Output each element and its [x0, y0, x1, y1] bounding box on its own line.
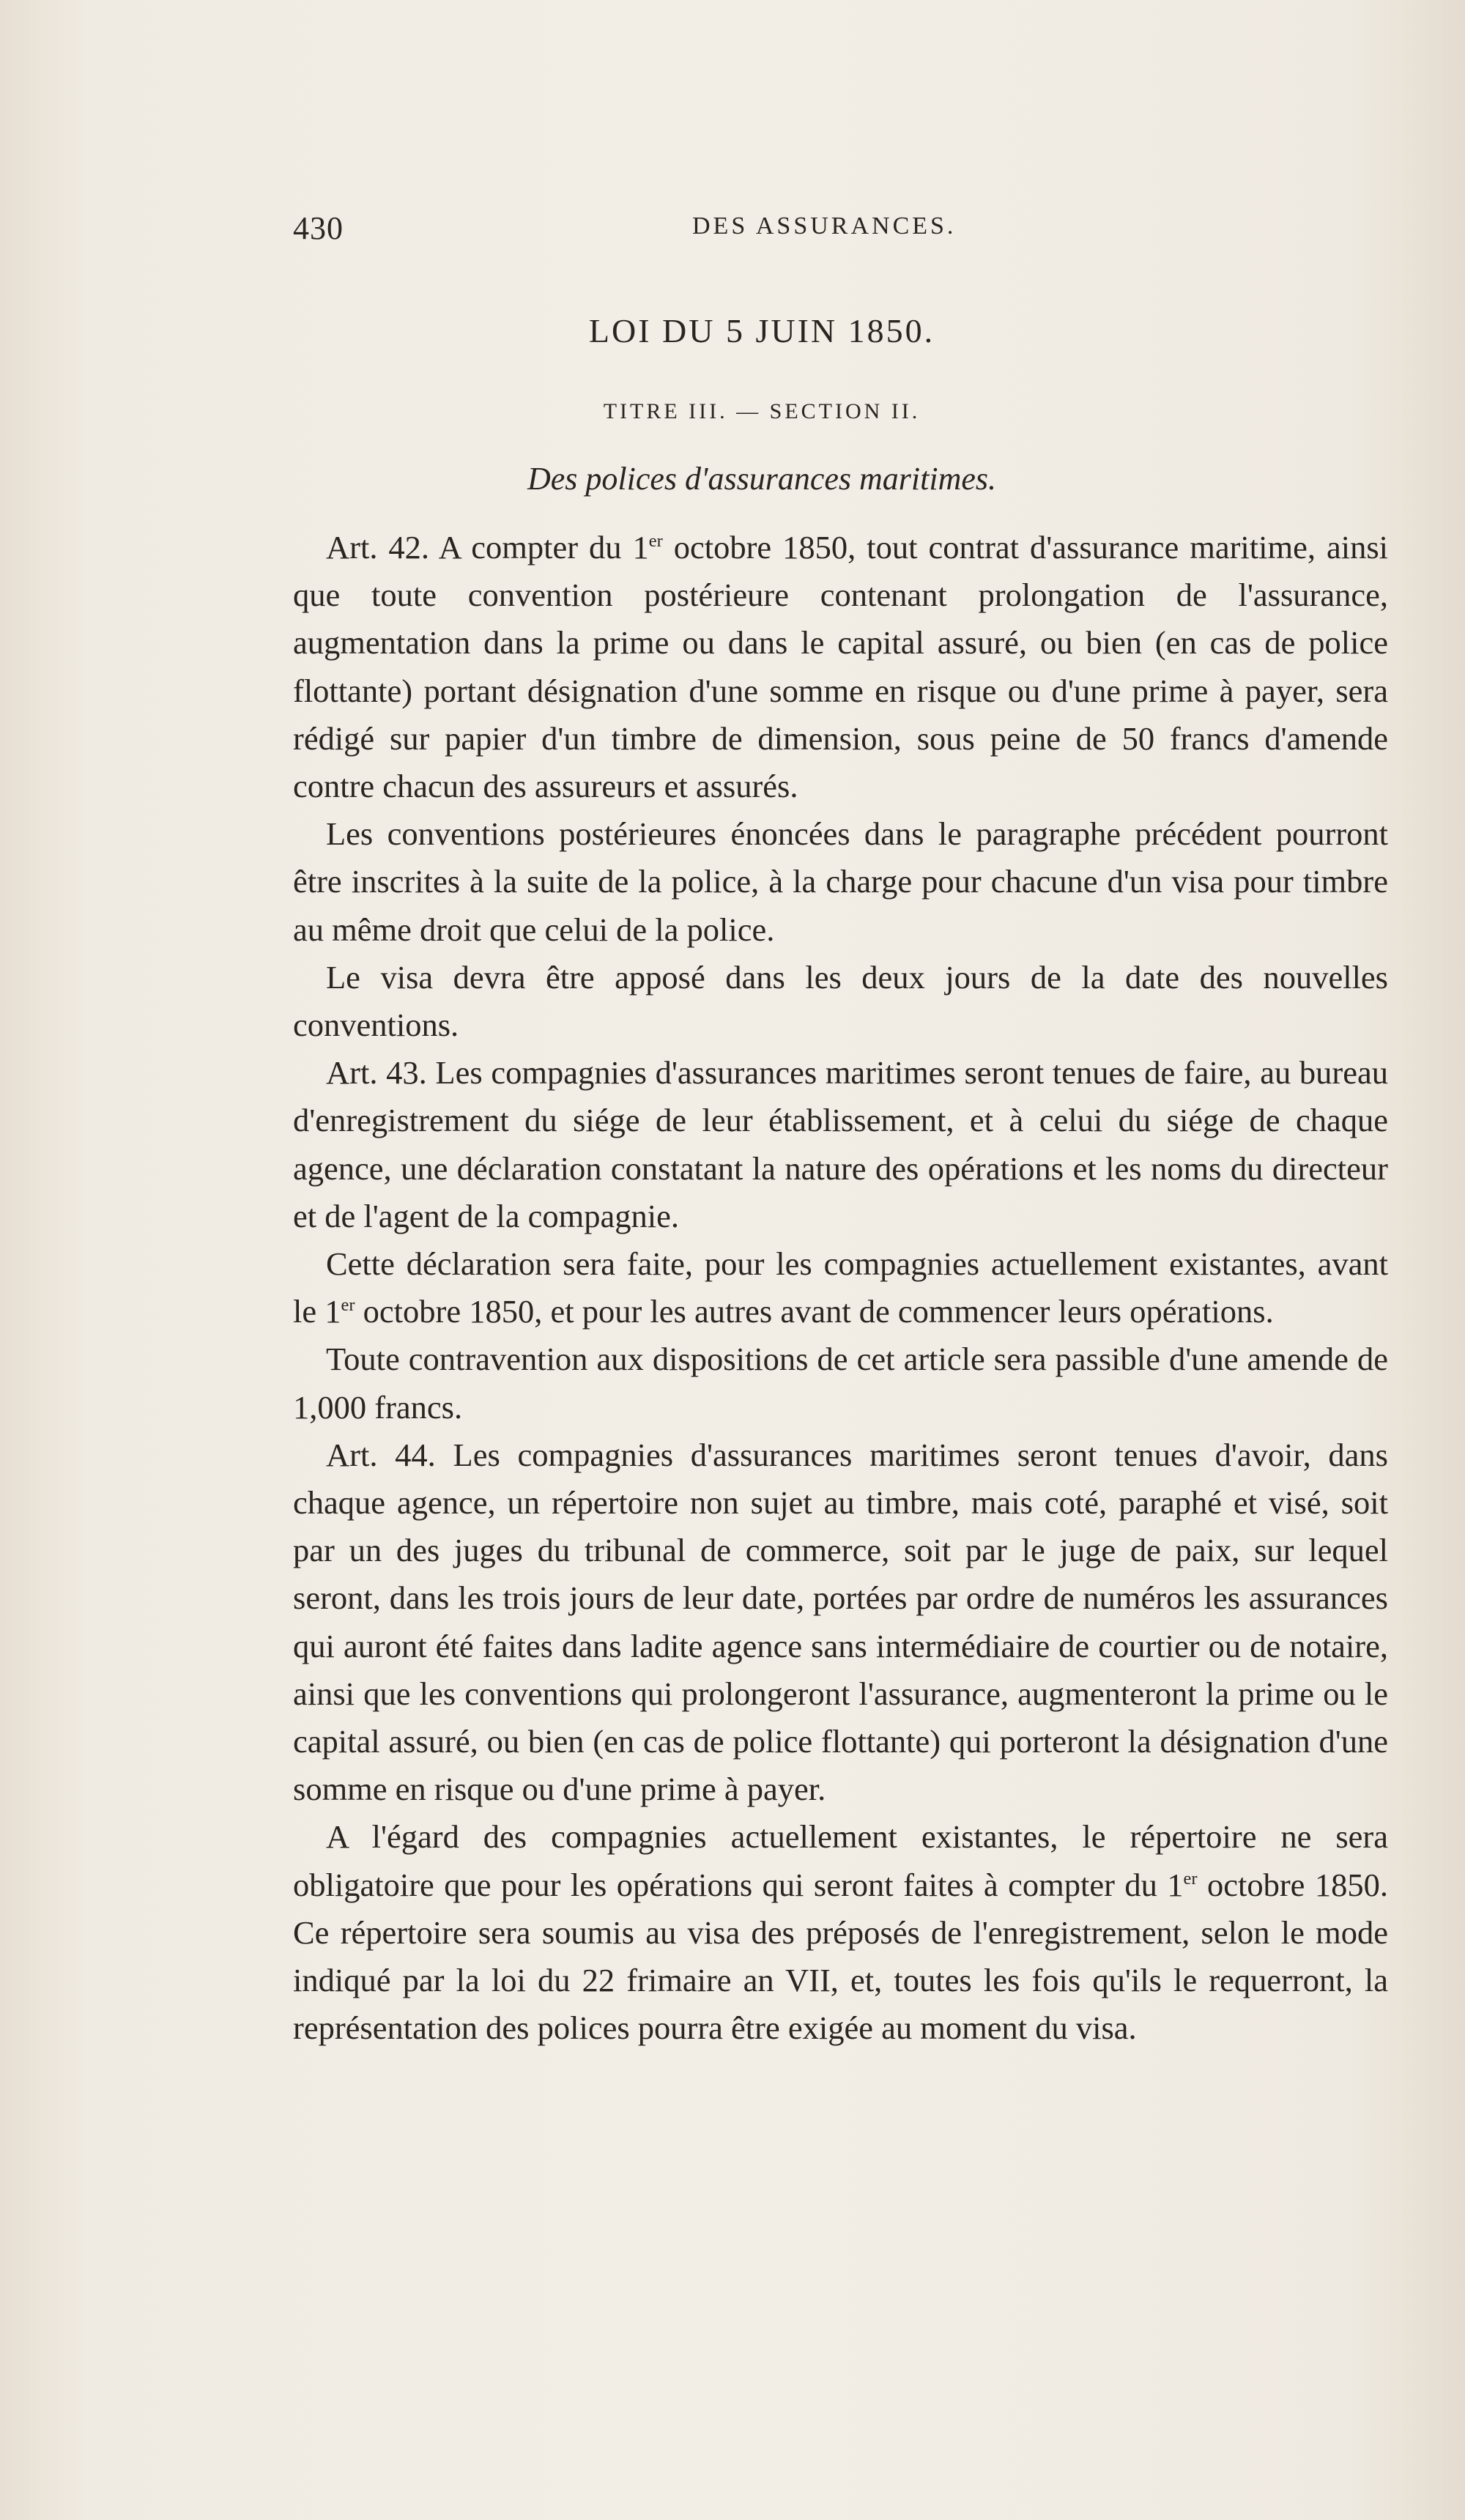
subject-heading: Des polices d'assurances maritimes.: [527, 461, 997, 497]
paragraph-art-43: Art. 43. Les compagnies d'assurances maritimes seront tenues de faire, au bureau d'enregistrement du siége de leur établissement, et à celui du siége de chaque agence, une déclaration constatant la nature des opérations et les noms du directeur et de l'agent de la compagnie.: [293, 1054, 1388, 1234]
paragraph-art-42: Art. 42. A compter du 1er octobre 1850, tout contrat d'assurance maritime, ainsi que toute convention postérieure contenant prolongation de l'assurance, augmentation dans la prime ou dans le capital assuré, ou bien (en cas de police flottante) portant désignation d'une somme en risque ou d'une prime à payer, sera rédigé sur papier d'un timbre de dimension, sous peine de 50 francs d'amende contre chacun des assureurs et assurés.: [293, 529, 1389, 805]
section-title: TITRE III. — SECTION II.: [603, 399, 921, 423]
body-text: [293, 524, 1388, 2053]
paragraph-conventions: Les conventions postérieures énoncées dans le paragraphe précédent pourront être inscrites à la suite de la police, à la charge pour chacune d'un visa pour timbre au même droit que celui de la police.: [293, 815, 1388, 948]
running-head: [293, 210, 1392, 253]
law-title: LOI DU 5 JUIN 1850.: [588, 312, 935, 349]
running-title: DES ASSURANCES.: [692, 212, 957, 240]
page-number: 430: [293, 210, 344, 246]
paragraph-visa: Le visa devra être apposé dans les deux jours de la date des nouvelles conventions.: [293, 958, 1388, 1044]
paragraph-repertoire: A l'égard des compagnies actuellement existantes, le répertoire ne sera obligatoire que pour les opérations qui seront faites à compter du 1er octobre 1850. Ce répertoire sera soumis au visa des préposés de l'enregistrement, selon le mode indiqué par la loi du 22 frimaire an VII, et, toutes les fois qu'ils le requerront, la représentation des polices pourra être exigée au moment du visa.: [293, 1818, 1388, 2047]
paragraph-contravention: Toute contravention aux dispositions de cet article sera passible d'une amende de 1,000 francs.: [293, 1341, 1388, 1426]
paragraph-declaration: Cette déclaration sera faite, pour les compagnies actuellement existantes, avant le 1er octobre 1850, et pour les autres avant de commencer leurs opérations.: [293, 1245, 1388, 1330]
paragraph-art-44: Art. 44. Les compagnies d'assurances maritimes seront tenues d'avoir, dans chaque agence, un répertoire non sujet au timbre, mais coté, paraphé et visé, soit par un des juges du tribunal de commerce, soit par le juge de paix, sur lequel seront, dans les trois jours de leur date, portées par ordre de numéros les assurances qui auront été faites dans ladite agence sans intermédiaire de courtier ou de notaire, ainsi que les conventions qui prolongeront l'assurance, augmenteront la prime ou le capital assuré, ou bien (en cas de police flottante) qui porteront la désignation d'une somme en risque ou d'une prime à payer.: [293, 1436, 1388, 1808]
